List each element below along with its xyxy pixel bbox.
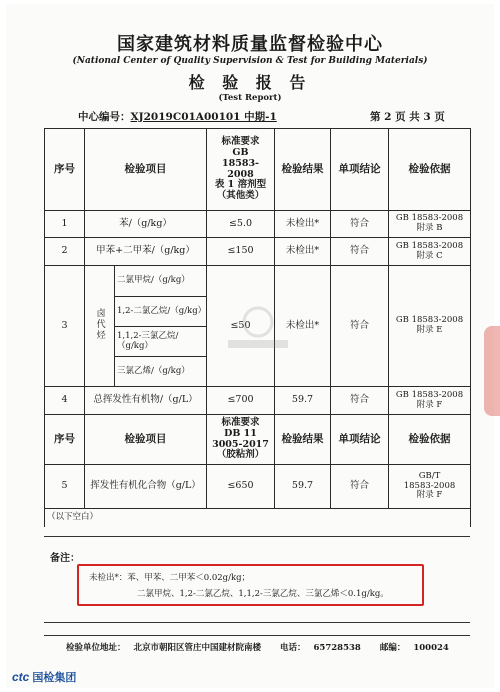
col-conclusion: 单项结论 — [331, 415, 389, 465]
ctc-logo-name: 国检集团 — [32, 672, 77, 684]
notes-bottom-divider — [44, 622, 470, 623]
table-row — [45, 211, 471, 238]
org-title-cn: 国家建筑材料质量监督检验中心 — [117, 34, 383, 55]
row-subitem: 1,1,2-三氯乙烷/（g/kg） — [115, 327, 207, 357]
row-conclusion: 符合 — [331, 387, 389, 415]
col-basis: 检验依据 — [389, 129, 471, 211]
row-conclusion: 符合 — [331, 266, 389, 387]
row-subitem: 二氯甲烷/（g/kg） — [115, 266, 207, 297]
center-number-value: XJ2019C01A00101 中期-1 — [130, 111, 277, 123]
row-result: 未检出* — [275, 266, 331, 387]
row-conclusion: 符合 — [331, 238, 389, 266]
address: 检验单位地址： 北京市朝阳区管庄中国建材院南楼 — [66, 643, 262, 653]
row-requirement: ≤650 — [207, 465, 275, 509]
row-result: 未检出* — [275, 211, 331, 238]
row-conclusion: 符合 — [331, 465, 389, 509]
org-title-en: (National Center of Quality Supervision & Test for Building Materials) — [72, 56, 428, 66]
row-seq: 1 — [45, 211, 85, 238]
row-requirement: ≤5.0 — [207, 211, 275, 238]
col-result: 检验结果 — [275, 129, 331, 211]
row-basis: GB/T 18583-2008 附录 F — [389, 465, 471, 509]
row-basis: GB 18583-2008 附录 E — [389, 266, 471, 387]
ctc-logo — [12, 669, 76, 685]
footer — [66, 641, 465, 653]
row-item: 挥发性有机化合物（g/L） — [85, 465, 207, 509]
col-requirement: 标准要求 GB 18583-2008 表 1 溶剂型 （其他类） — [207, 129, 275, 211]
row-requirement: ≤50 — [207, 266, 275, 387]
blank-marker: （以下空白） — [45, 509, 471, 527]
row-seq: 2 — [45, 238, 85, 266]
notes-box — [77, 564, 424, 606]
row-result: 59.7 — [275, 387, 331, 415]
col-basis: 检验依据 — [389, 415, 471, 465]
row-basis: GB 18583-2008 附录 B — [389, 211, 471, 238]
col-result: 检验结果 — [275, 415, 331, 465]
row-result: 未检出* — [275, 238, 331, 266]
blank-row — [45, 509, 471, 527]
col-requirement: 标准要求 DB 11 3005-2017 （胶粘剂） — [207, 415, 275, 465]
notes-line-2: 二氯甲烷、1,2-二氯乙烷、1,1,2-三氯乙烷、三氯乙烯＜0.1g/kg。 — [137, 589, 389, 599]
col-conclusion: 单项结论 — [331, 129, 389, 211]
red-seal-stamp-icon — [484, 326, 500, 416]
row-requirement: ≤150 — [207, 238, 275, 266]
row-group — [85, 266, 115, 387]
row-requirement: ≤700 — [207, 387, 275, 415]
footer-top-divider — [44, 635, 470, 636]
report-title-en: (Test Report) — [218, 93, 282, 103]
ctc-logo-mark: ctc — [12, 670, 30, 684]
report-page — [6, 4, 494, 688]
table-row — [45, 387, 471, 415]
col-item: 检验项目 — [85, 129, 207, 211]
row-seq: 3 — [45, 266, 85, 387]
table1-header — [45, 129, 471, 211]
notes-label: 备注： — [50, 553, 80, 564]
center-number — [78, 109, 277, 124]
table-row — [45, 465, 471, 509]
row-result: 59.7 — [275, 465, 331, 509]
zip: 邮编： 100024 — [379, 643, 449, 653]
col-item: 检验项目 — [85, 415, 207, 465]
row-seq: 5 — [45, 465, 85, 509]
ctc-watermark-icon — [218, 304, 298, 354]
row-conclusion: 符合 — [331, 211, 389, 238]
table2-header — [45, 415, 471, 465]
row-subitem: 三氯乙烯/（g/kg） — [115, 357, 207, 387]
row-item: 总挥发性有机物/（g/L） — [85, 387, 207, 415]
row-seq: 4 — [45, 387, 85, 415]
row-item: 苯/（g/kg） — [85, 211, 207, 238]
col-seq: 序号 — [45, 415, 85, 465]
phone: 电话： 65728538 — [280, 643, 361, 653]
page-indicator: 第 2 页 共 3 页 — [370, 111, 445, 123]
center-number-label: 中心编号： — [78, 111, 131, 123]
table-row — [45, 266, 471, 297]
halo-group-label: 卤代烃 — [94, 307, 105, 341]
row-item: 甲苯+二甲苯/（g/kg） — [85, 238, 207, 266]
row-subitem: 1,2-二氯乙烷/（g/kg） — [115, 297, 207, 327]
notes-line-1: 未检出*：苯、甲苯、二甲苯＜0.02g/kg； — [89, 573, 251, 583]
table-row — [45, 238, 471, 266]
col-seq: 序号 — [45, 129, 85, 211]
row-basis: GB 18583-2008 附录 C — [389, 238, 471, 266]
report-title-cn: 检 验 报 告 — [188, 73, 312, 92]
row-basis: GB 18583-2008 附录 F — [389, 387, 471, 415]
table-bottom-divider — [44, 536, 470, 537]
